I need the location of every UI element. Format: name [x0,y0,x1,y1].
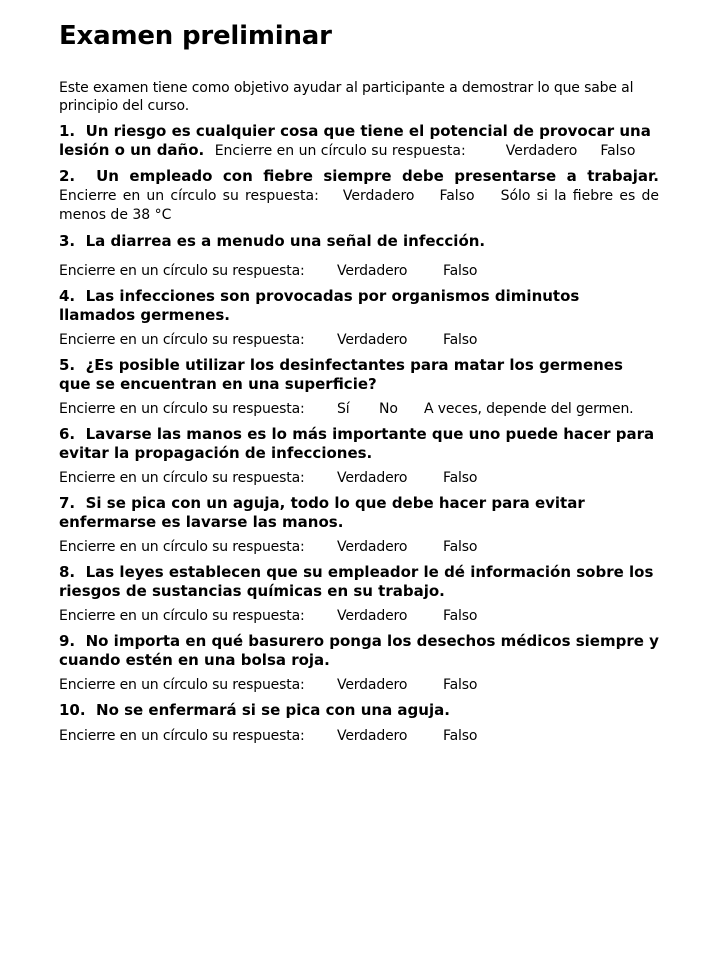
question-9-instruction: Encierre en un círculo su respuesta: [59,677,305,693]
question-3-text [59,232,659,251]
question-2-number: 2. [59,167,76,185]
question-4-instruction: Encierre en un círculo su respuesta: [59,332,305,348]
question-5-option-no[interactable]: No [379,401,398,417]
question-6-instruction: Encierre en un círculo su respuesta: [59,470,305,486]
question-7-answer-line [59,538,659,556]
question-7-option-false[interactable]: Falso [443,539,478,555]
question-4 [59,287,659,349]
question-5-option-yes[interactable]: Sí [337,401,350,417]
question-5 [59,356,659,418]
question-10-statement: No se enfermará si se pica con una aguja. [96,701,450,719]
question-10-option-false[interactable]: Falso [443,727,478,744]
question-4-number: 4. [59,287,76,305]
question-2 [59,167,659,225]
question-7-number: 7. [59,494,76,512]
question-1-instruction: Encierre en un círculo su respuesta: [214,142,466,159]
question-3-option-false[interactable]: Falso [443,263,478,279]
question-9-answer-line [59,676,659,694]
question-6-number: 6. [59,425,76,443]
question-5-answer-line [59,400,659,418]
question-8-number: 8. [59,563,76,581]
question-10 [59,701,659,745]
question-9-statement: No importa en qué basurero ponga los desechos médicos siempre y cuando estén en una bolsa roja. [59,632,659,669]
question-6-option-false[interactable]: Falso [443,470,478,486]
question-10-instruction: Encierre en un círculo su respuesta: [59,727,305,744]
question-6-text [59,425,659,462]
page-title: Examen preliminar [59,21,332,51]
question-2-statement: Un empleado con fiebre siempre debe presentarse a trabajar. [96,167,659,185]
question-1-number: 1. [59,122,76,140]
question-5-option-sometimes[interactable]: A veces, depende del germen. [424,401,634,417]
question-7-instruction: Encierre en un círculo su respuesta: [59,539,305,555]
question-6 [59,425,659,487]
question-9-option-true[interactable]: Verdadero [337,677,408,693]
question-10-number: 10. [59,701,86,719]
question-9-number: 9. [59,632,76,650]
question-3-answer-line [59,262,659,280]
question-6-answer-line [59,469,659,487]
question-1-text [59,122,659,160]
question-4-option-false[interactable]: Falso [443,332,478,348]
question-2-text [59,167,659,225]
question-2-option-false[interactable]: Falso [439,187,475,204]
question-8-option-false[interactable]: Falso [443,608,478,624]
question-1-option-false[interactable]: Falso [600,142,636,159]
question-8-text [59,563,659,600]
question-4-text [59,287,659,324]
question-9-option-false[interactable]: Falso [443,677,478,693]
question-6-statement: Lavarse las manos es lo más importante que uno puede hacer para evitar la propagación de infecciones. [59,425,655,462]
question-9 [59,632,659,694]
question-3-option-true[interactable]: Verdadero [337,263,408,279]
question-8-statement: Las leyes establecen que su empleador le dé información sobre los riesgos de sustancias químicas en su trabajo. [59,563,654,600]
question-3-statement: La diarrea es a menudo una señal de infección. [85,231,486,250]
question-3 [59,232,659,281]
question-7-option-true[interactable]: Verdadero [337,539,408,555]
question-8-answer-line [59,607,659,625]
question-2-option-true[interactable]: Verdadero [342,187,415,204]
question-10-option-true[interactable]: Verdadero [337,727,408,744]
question-7-statement: Si se pica con un aguja, todo lo que debe hacer para evitar enfermarse es lavarse las manos. [59,494,585,531]
question-8-instruction: Encierre en un círculo su respuesta: [59,608,305,624]
question-5-statement: ¿Es posible utilizar los desinfectantes para matar los germenes que se encuentran en una superficie? [59,356,623,393]
question-4-option-true[interactable]: Verdadero [337,332,408,348]
question-10-text [59,701,659,720]
question-1-option-true[interactable]: Verdadero [505,142,578,159]
question-9-text [59,632,659,669]
question-8 [59,563,659,625]
question-6-option-true[interactable]: Verdadero [337,470,408,486]
question-8-option-true[interactable]: Verdadero [337,608,408,624]
question-1 [59,122,659,160]
intro-text: Este examen tiene como objetivo ayudar al participante a demostrar lo que sabe al principio del curso. [59,80,634,114]
question-5-text [59,356,659,393]
question-4-statement: Las infecciones son provocadas por organismos diminutos llamados germenes. [59,287,580,324]
question-7-text [59,494,659,531]
question-10-answer-line [59,727,659,745]
question-5-number: 5. [59,356,76,374]
question-1-statement: Un riesgo es cualquier cosa que tiene el potencial de provocar una lesión o un daño. [59,122,651,159]
question-3-instruction: Encierre en un círculo su respuesta: [59,263,305,279]
exam-page [59,18,659,752]
question-3-number: 3. [59,231,76,250]
question-4-answer-line [59,331,659,349]
question-7 [59,494,659,556]
question-2-option-conditional[interactable]: Sólo si la fiebre es de menos de 38 °C [59,187,659,223]
question-2-instruction: Encierre en un círculo su respuesta: [59,187,319,204]
question-5-instruction: Encierre en un círculo su respuesta: [59,401,305,417]
